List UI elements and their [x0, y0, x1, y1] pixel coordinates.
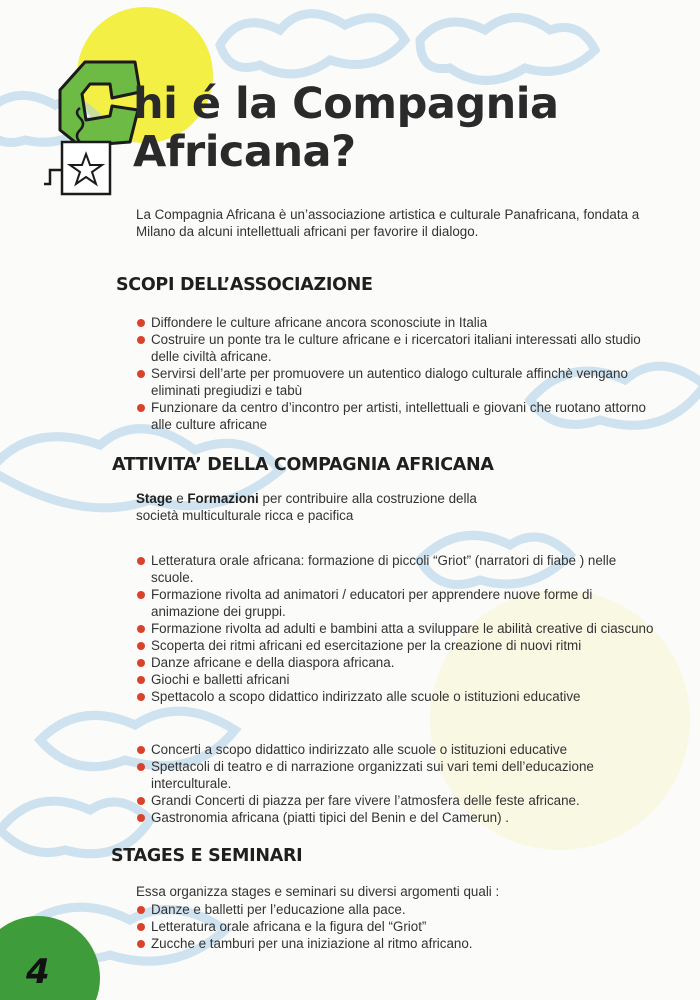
attivita-intro-rest: per contribuire alla costruzione della società multiculturale ricca e pacifica	[136, 491, 477, 523]
list-item: Funzionare da centro d’incontro per artisti, intellettuali e giovani che ruotano attorno alle culture africane	[137, 399, 667, 433]
list-item: Letteratura orale africana: formazione di piccoli “Griot” (narratori di fiabe ) nelle scuole.	[137, 552, 659, 586]
stages-intro: Essa organizza stages e seminari su diversi argomenti quali :	[136, 884, 500, 899]
attivita-intro-mid: e	[172, 491, 188, 506]
intro-paragraph: La Compagnia Africana è un’associazione artistica e culturale Panafricana, fondata a Milano da alcuni intellettuali africani per favorire il dialogo.	[136, 207, 640, 239]
title-line-1: hi é la Compagnia	[133, 79, 559, 129]
title-line-2: Africana?	[133, 127, 356, 177]
page-title	[133, 80, 559, 176]
list-item: Formazione rivolta ad animatori / educatori per apprendere nuove forme di animazione dei gruppi.	[137, 586, 659, 620]
list-item: Gastronomia africana (piatti tipici del Benin e del Camerun) .	[137, 809, 667, 826]
attivita-list	[137, 552, 659, 705]
list-item: Danze africane e della diaspora africana.	[137, 654, 659, 671]
attivita-intro	[136, 490, 486, 524]
list-item: Spettacoli di teatro e di narrazione organizzati sui vari temi dell’educazione interculturale.	[137, 758, 667, 792]
scopi-list	[137, 314, 667, 433]
heading-attivita: ATTIVITA’ DELLA COMPAGNIA AFRICANA	[112, 455, 494, 475]
list-item: Zucche e tamburi per una iniziazione al ritmo africano.	[137, 935, 557, 952]
stages-list	[137, 901, 557, 952]
attivita-intro-bold-1: Stage	[136, 491, 173, 506]
attivita-list-2	[137, 741, 667, 826]
list-item: Danze e balletti per l’educazione alla pace.	[137, 901, 557, 918]
list-item: Letteratura orale africana e la figura del “Griot”	[137, 918, 557, 935]
list-item: Concerti a scopo didattico indirizzato alle scuole o istituzioni educative	[137, 741, 667, 758]
heading-scopi: SCOPI DELL’ASSOCIAZIONE	[116, 275, 373, 295]
list-item: Costruire un ponte tra le culture africane e i ricercatori italiani interessati allo studio delle civiltà africane.	[137, 331, 667, 365]
list-item: Scoperta dei ritmi africani ed esercitazione per la creazione di nuovi ritmi	[137, 637, 659, 654]
list-item: Formazione rivolta ad adulti e bambini atta a sviluppare le abilità creative di ciascuno	[137, 620, 659, 637]
list-item: Diffondere le culture africane ancora sconosciute in Italia	[137, 314, 667, 331]
list-item: Spettacolo a scopo didattico indirizzato alle scuole o istituzioni educative	[137, 688, 659, 705]
list-item: Servirsi dell’arte per promuovere un autentico dialogo culturale affinchè vengano eliminati pregiudizi e tabù	[137, 365, 667, 399]
attivita-intro-bold-2: Formazioni	[187, 491, 259, 506]
list-item: Giochi e balletti africani	[137, 671, 659, 688]
heading-stages: STAGES E SEMINARI	[111, 846, 303, 866]
list-item: Grandi Concerti di piazza per fare vivere l’atmosfera delle feste africane.	[137, 792, 667, 809]
page-number: 4	[26, 952, 50, 992]
